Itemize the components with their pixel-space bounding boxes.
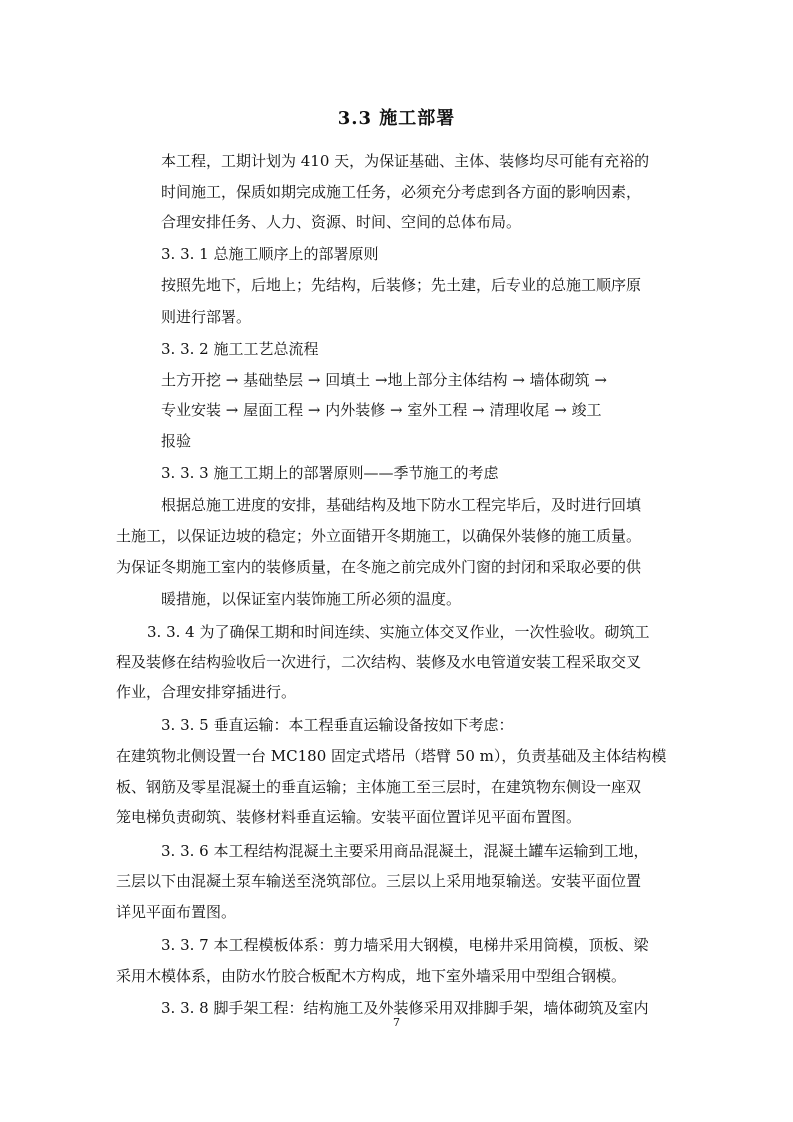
flow-line: 报验 [161,432,192,450]
body-line: 土施工，以保证边坡的稳定；外立面错开冬期施工，以确保外装修的施工质量。 [116,527,642,545]
body-line: 板、钢筋及零星混凝土的垂直运输；主体施工至三层时，在建筑物东侧设一座双 [116,778,642,796]
subsection-heading: 3. 3. 8 脚手架工程：结构施工及外装修采用双排脚手架，墙体砌筑及室内 [161,999,649,1017]
page-number: 7 [393,1016,400,1029]
body-line: 三层以下由混凝土泵车输送至浇筑部位。三层以上采用地泵输送。安装平面位置 [116,872,642,890]
body-line: 作业，合理安排穿插进行。 [116,683,297,701]
subsection-heading: 3. 3. 1 总施工顺序上的部署原则 [161,245,379,263]
body-line: 时间施工，保质如期完成施工任务，必须充分考虑到各方面的影响因素， [161,183,642,201]
section-title: 3.3 施工部署 [337,108,456,129]
body-line: 详见平面布置图。 [116,903,237,921]
body-line: 暖措施，以保证室内装饰施工所必须的温度。 [161,590,462,608]
flow-line: 专业安装 → 屋面工程 → 内外装修 → 室外工程 → 清理收尾 → 竣工 [161,401,602,419]
subsection-heading: 3. 3. 2 施工工艺总流程 [161,340,319,358]
body-line: 按照先地下，后地上；先结构，后装修；先土建，后专业的总施工顺序原 [161,276,642,294]
subsection-heading: 3. 3. 4 为了确保工期和时间连续、实施立体交叉作业，一次性验收。砌筑工 [147,623,650,641]
body-line: 笼电梯负责砌筑、装修材料垂直运输。安装平面位置详见平面布置图。 [116,808,582,826]
subsection-heading: 3. 3. 7 本工程模板体系：剪力墙采用大钢模，电梯井采用筒模，顶板、梁 [161,936,649,954]
body-line: 合理安排任务、人力、资源、时间、空间的总体布局。 [161,213,522,231]
body-line: 采用木模体系，由防水竹胶合板配木方构成，地下室外墙采用中型组合钢模。 [116,967,627,985]
body-line: 则进行部署。 [161,308,252,326]
body-line: 根据总施工进度的安排，基础结构及地下防水工程完毕后，及时进行回填 [161,496,642,514]
body-line: 程及装修在结构验收后一次进行，二次结构、装修及水电管道安装工程采取交叉 [116,653,642,671]
subsection-heading: 3. 3. 3 施工工期上的部署原则——季节施工的考虑 [161,464,499,482]
body-line: 在建筑物北侧设置一台 MC180 固定式塔吊（塔臂 50 m），负责基础及主体结构模 [116,747,667,765]
subsection-heading: 3. 3. 6 本工程结构混凝土主要采用商品混凝土，混凝土罐车运输到工地， [161,842,649,860]
body-line: 本工程，工期计划为 410 天，为保证基础、主体、装修均尽可能有充裕的 [161,152,650,170]
subsection-heading: 3. 3. 5 垂直运输：本工程垂直运输设备按如下考虑： [161,716,514,734]
flow-line: 土方开挖 → 基础垫层 → 回填土 →地上部分主体结构 → 墙体砌筑 → [161,371,607,389]
body-line: 为保证冬期施工室内的装修质量，在冬施之前完成外门窗的封闭和采取必要的供 [116,558,642,576]
